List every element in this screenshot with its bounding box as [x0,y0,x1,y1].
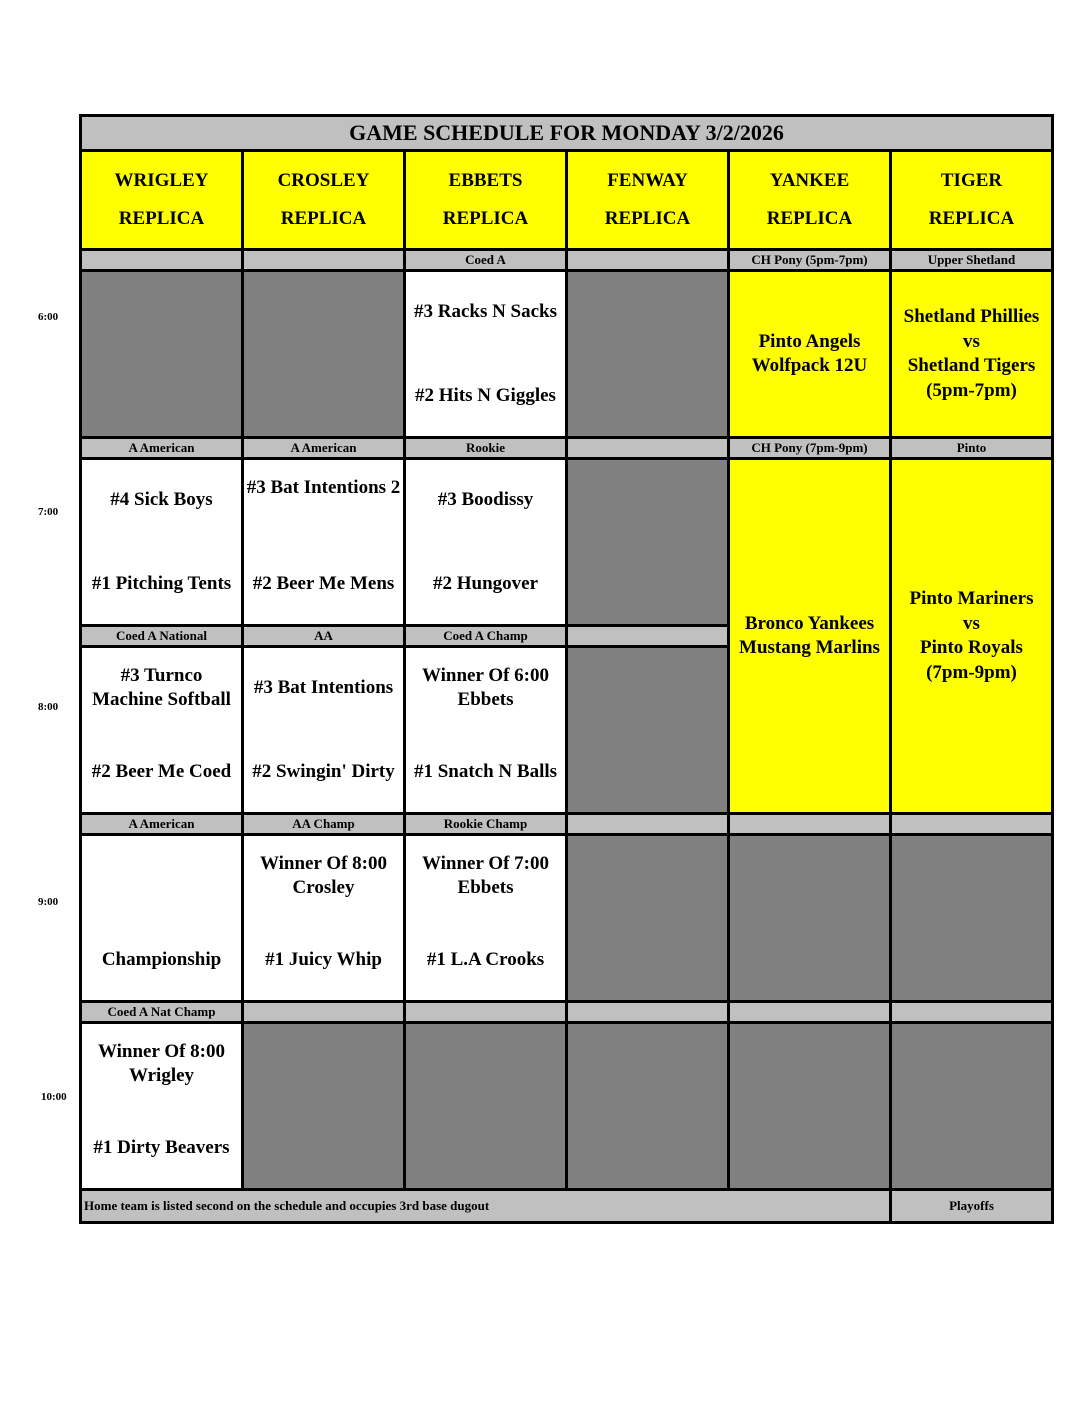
game-cell-tiger: Pinto Mariners vs Pinto Royals (7pm-9pm) [891,459,1053,814]
game-cell [81,647,243,814]
empty-slot [729,835,891,1002]
away-team: #3 Racks N Sacks [413,301,558,322]
away-team: Winner Of 8:00 Crosley [259,853,388,898]
home-team: #1 Snatch N Balls [413,761,558,782]
field-header-ebbets: EBBETS REPLICA [405,151,567,250]
division-label [891,814,1053,835]
empty-slot [567,647,729,814]
away-team: Winner Of 7:00 Ebbets [421,853,550,898]
game-cell [243,459,405,626]
division-label [243,250,405,271]
home-team: #2 Swingin' Dirty [252,761,395,782]
field-header-wrigley: WRIGLEY REPLICA [81,151,243,250]
division-label: Coed A [405,250,567,271]
empty-slot [567,835,729,1002]
game-cell-yankee: Pinto Angels Wolfpack 12U [729,271,891,438]
division-label: CH Pony (5pm-7pm) [729,250,891,271]
empty-slot [729,1023,891,1190]
division-label: AA Champ [243,814,405,835]
division-label [567,250,729,271]
field-header-yankee: YANKEE REPLICA [729,151,891,250]
game-cell [405,835,567,1002]
division-label: Coed A Nat Champ [81,1002,243,1023]
division-label [567,814,729,835]
division-label [405,1002,567,1023]
footer-playoffs: Playoffs [891,1190,1053,1223]
empty-slot [405,1023,567,1190]
game-cell [243,835,405,1002]
game-cell [405,271,567,438]
division-label [729,1002,891,1023]
division-label-row [81,438,1053,459]
division-label: Upper Shetland [891,250,1053,271]
footer-row [81,1190,1053,1223]
empty-slot [243,271,405,438]
game-cell [81,1023,243,1190]
time-label: 7:00 [38,506,59,518]
game-cell [81,835,243,1002]
field-header-tiger: TIGER REPLICA [891,151,1053,250]
division-label [567,1002,729,1023]
division-label-row [81,250,1053,271]
page-title: GAME SCHEDULE FOR MONDAY 3/2/2026 [81,116,1053,151]
empty-slot [891,1023,1053,1190]
division-label-row [81,1002,1053,1023]
schedule-table [79,114,1054,1224]
division-label-row [81,814,1053,835]
time-label: 10:00 [41,1091,67,1103]
field-header-crosley: CROSLEY REPLICA [243,151,405,250]
away-team: #4 Sick Boys [110,489,213,510]
time-column [0,0,80,1408]
game-cell [405,647,567,814]
division-label: CH Pony (7pm-9pm) [729,438,891,459]
division-label: A American [81,438,243,459]
away-team: Winner Of 8:00 Wrigley [97,1041,226,1086]
home-team: Championship [101,949,222,970]
division-label: Coed A National [81,626,243,647]
footer-note: Home team is listed second on the schedule and occupies 3rd base dugout [81,1190,891,1223]
empty-slot [567,459,729,626]
field-header-row [81,151,1053,250]
empty-slot [243,1023,405,1190]
division-label: AA [243,626,405,647]
division-label: A American [243,438,405,459]
division-label: A American [81,814,243,835]
away-team: #3 Bat Intentions 2 [246,477,401,498]
empty-slot [891,835,1053,1002]
home-team: #1 Dirty Beavers [93,1137,230,1158]
home-team: #2 Beer Me Coed [91,761,232,782]
home-team: #2 Beer Me Mens [252,573,395,594]
division-label [243,1002,405,1023]
empty-slot [81,271,243,438]
game-cell [81,459,243,626]
home-team: #2 Hits N Giggles [415,385,556,406]
home-team: #1 Pitching Tents [91,573,232,594]
division-label [567,438,729,459]
empty-slot [567,271,729,438]
empty-slot [567,1023,729,1190]
time-label: 8:00 [38,701,59,713]
division-label [567,626,729,647]
division-label [81,250,243,271]
home-team: #2 Hungover [432,573,539,594]
division-label [729,814,891,835]
division-label: Pinto [891,438,1053,459]
away-team: Winner Of 6:00 Ebbets [421,665,550,710]
division-label: Rookie Champ [405,814,567,835]
division-label [891,1002,1053,1023]
away-team: #3 Bat Intentions [253,677,394,698]
field-header-fenway: FENWAY REPLICA [567,151,729,250]
home-team: #1 Juicy Whip [265,949,382,970]
away-team: #3 Turnco Machine Softball [92,665,231,710]
division-label: Rookie [405,438,567,459]
game-cell [405,459,567,626]
game-cell-tiger: Shetland Phillies vs Shetland Tigers (5pm-7pm) [891,271,1053,438]
time-label: 9:00 [38,896,59,908]
game-cell-yankee: Bronco Yankees Mustang Marlins [729,459,891,814]
away-team: #3 Boodissy [437,489,534,510]
division-label: Coed A Champ [405,626,567,647]
game-cell [243,647,405,814]
home-team: #1 L.A Crooks [426,949,545,970]
time-label: 6:00 [38,311,59,323]
